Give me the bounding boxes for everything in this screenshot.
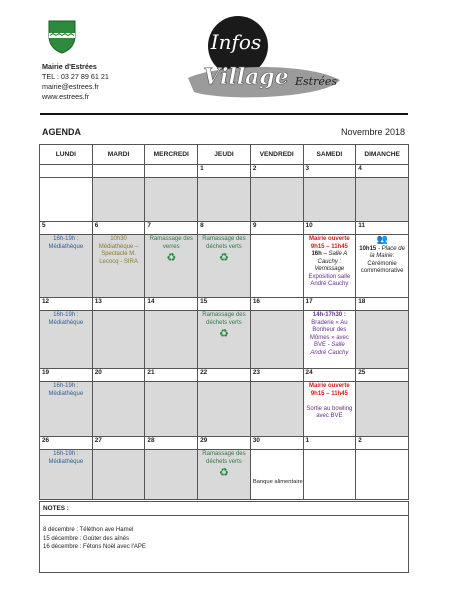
agenda-title: AGENDA — [42, 127, 82, 137]
day-cell — [145, 235, 198, 298]
event-mediatheque: 16h-19h : Médiathèque — [48, 383, 84, 397]
day-header-jeudi: JEUDI — [198, 145, 251, 165]
day-number: 1 — [198, 165, 251, 178]
event-bowling: Sortie au bowling avec BVE — [306, 405, 353, 419]
day-cell — [92, 450, 145, 500]
day-header-vendredi: VENDREDI — [250, 145, 303, 165]
day-number: 16 — [250, 298, 303, 311]
day-number: 1 — [303, 437, 356, 450]
day-number: 2 — [250, 165, 303, 178]
event-exposition: Exposition salle André Cauchy — [308, 273, 351, 287]
day-number — [145, 165, 198, 178]
week-4-events — [40, 382, 409, 437]
day-number: 29 — [198, 437, 251, 450]
day-number: 25 — [356, 369, 409, 382]
logo-infos: Infos — [210, 30, 262, 54]
day-cell — [303, 311, 356, 369]
day-number — [92, 165, 145, 178]
event-time: 14h-17h30 : — [312, 312, 346, 318]
event-mediatheque: 16h-19h : Médiathèque — [48, 451, 84, 465]
day-cell — [145, 382, 198, 437]
day-cell — [356, 178, 409, 222]
agenda-month: Novembre 2018 — [340, 127, 405, 137]
day-number — [40, 165, 93, 178]
day-cell — [145, 311, 198, 369]
week-1-numbers — [40, 165, 409, 178]
event-mairie-ouverte: Mairie ouverte 9h15 – 11h45 — [309, 383, 350, 397]
day-cell — [303, 450, 356, 500]
day-cell — [198, 178, 251, 222]
day-cell — [356, 311, 409, 369]
day-header-lundi: LUNDI — [40, 145, 93, 165]
recycle-icon: ♻ — [219, 467, 229, 479]
event-braderie: Braderie « Au Bonheur des Mômes » avec BVE - — [309, 319, 349, 348]
day-number: 6 — [92, 222, 145, 235]
day-cell — [92, 178, 145, 222]
event-ramassage-verres: Ramassage des verres — [149, 236, 193, 250]
event-time: 10h15 — [359, 245, 377, 252]
day-number: 22 — [198, 369, 251, 382]
mairie-email: mairie@estrees.fr — [42, 82, 99, 91]
week-5-numbers — [40, 437, 409, 450]
event-dechets-verts: Ramassage des déchets verts — [202, 236, 246, 250]
day-number: 5 — [40, 222, 93, 235]
day-header-mercredi: MERCREDI — [145, 145, 198, 165]
day-cell — [198, 235, 251, 298]
day-number: 3 — [303, 165, 356, 178]
day-number: 13 — [92, 298, 145, 311]
day-cell — [250, 311, 303, 369]
day-cell — [303, 382, 356, 437]
event-dechets-verts: Ramassage des déchets verts — [202, 312, 246, 326]
day-cell — [145, 178, 198, 222]
event-mediatheque: 16h-19h : Médiathèque — [48, 312, 84, 326]
day-cell — [303, 178, 356, 222]
header-rule — [40, 113, 408, 115]
day-cell — [40, 235, 93, 298]
day-number: 15 — [198, 298, 251, 311]
week-3-numbers — [40, 298, 409, 311]
day-cell — [40, 311, 93, 369]
mairie-website: www.estrees.fr — [42, 92, 90, 101]
day-cell — [198, 311, 251, 369]
day-cell — [92, 382, 145, 437]
event-mairie-ouverte: Mairie ouverte 9h15 – 11h45 — [309, 236, 350, 250]
event-time: 16h — [311, 251, 322, 257]
calendar-table — [39, 144, 409, 500]
day-number: 9 — [250, 222, 303, 235]
infos-village-logo — [186, 16, 346, 106]
day-cell — [250, 235, 303, 298]
recycle-icon: ♻ — [219, 252, 229, 264]
day-header-dimanche: DIMANCHE — [356, 145, 409, 165]
event-mediatheque: 16h-19h : Médiathèque — [48, 236, 84, 250]
people-icon: 👥 — [376, 234, 388, 244]
day-cell — [356, 235, 409, 298]
day-number: 7 — [145, 222, 198, 235]
day-cell — [92, 235, 145, 298]
day-cell — [250, 178, 303, 222]
day-number: 21 — [145, 369, 198, 382]
day-number: 26 — [40, 437, 93, 450]
day-number: 11 — [356, 222, 409, 235]
day-number: 19 — [40, 369, 93, 382]
event-banque-alimentaire: Banque alimentaire — [252, 479, 303, 485]
mairie-contact — [42, 62, 109, 102]
notes-box — [39, 501, 409, 573]
day-number: 30 — [250, 437, 303, 450]
event-vernissage: – Salle A Cauchy : Vernissage — [314, 251, 348, 272]
day-number: 2 — [356, 437, 409, 450]
day-number: 24 — [303, 369, 356, 382]
day-number: 14 — [145, 298, 198, 311]
note-line: 16 décembre : Fêtons Noël avec l'APE — [43, 544, 146, 550]
day-number: 8 — [198, 222, 251, 235]
event-spectacle: 10h30 Médiathèque – Spectacle M. Lecocq - SIRA — [98, 236, 139, 265]
week-1-events — [40, 178, 409, 222]
note-line: 15 décembre : Goûter des aînés — [43, 535, 130, 542]
day-cell — [40, 178, 93, 222]
recycle-icon: ♻ — [219, 328, 229, 340]
event-place: - Place de la Mairie: — [369, 245, 405, 259]
day-number: 18 — [356, 298, 409, 311]
event-dechets-verts: Ramassage des déchets verts — [202, 451, 246, 465]
day-cell — [250, 382, 303, 437]
day-cell — [198, 450, 251, 500]
mairie-phone: TEL : 03 27 89 61 21 — [42, 72, 109, 81]
day-number: 10 — [303, 222, 356, 235]
mairie-name: Mairie d'Estrées — [42, 62, 97, 71]
day-number: 20 — [92, 369, 145, 382]
day-number: 28 — [145, 437, 198, 450]
day-number: 12 — [40, 298, 93, 311]
week-2-events — [40, 235, 409, 298]
day-cell — [40, 450, 93, 500]
notes-title: NOTES : — [40, 502, 408, 516]
day-cell — [92, 311, 145, 369]
day-number: 4 — [356, 165, 409, 178]
day-cell — [356, 382, 409, 437]
week-3-events — [40, 311, 409, 369]
week-4-numbers — [40, 369, 409, 382]
coat-of-arms-icon — [48, 20, 76, 54]
day-cell — [356, 450, 409, 500]
week-5-events — [40, 450, 409, 500]
event-salle: Salle André Cauchy — [310, 342, 349, 356]
week-2-numbers — [40, 222, 409, 235]
day-cell — [198, 382, 251, 437]
logo-village: Village — [203, 64, 289, 90]
day-cell — [40, 382, 93, 437]
note-line: 8 décembre : Téléthon ave Hamel — [43, 527, 134, 533]
day-cell — [145, 450, 198, 500]
day-number: 27 — [92, 437, 145, 450]
day-header-row — [40, 145, 409, 165]
day-number: 23 — [250, 369, 303, 382]
event-ceremonie: Cérémonie commémorative — [360, 260, 404, 274]
day-cell — [250, 450, 303, 500]
day-header-samedi: SAMEDI — [303, 145, 356, 165]
day-cell — [303, 235, 356, 298]
recycle-icon: ♻ — [166, 252, 177, 264]
day-number: 17 — [303, 298, 356, 311]
logo-estrees: Estrées — [294, 75, 338, 88]
day-header-mardi: MARDI — [92, 145, 145, 165]
